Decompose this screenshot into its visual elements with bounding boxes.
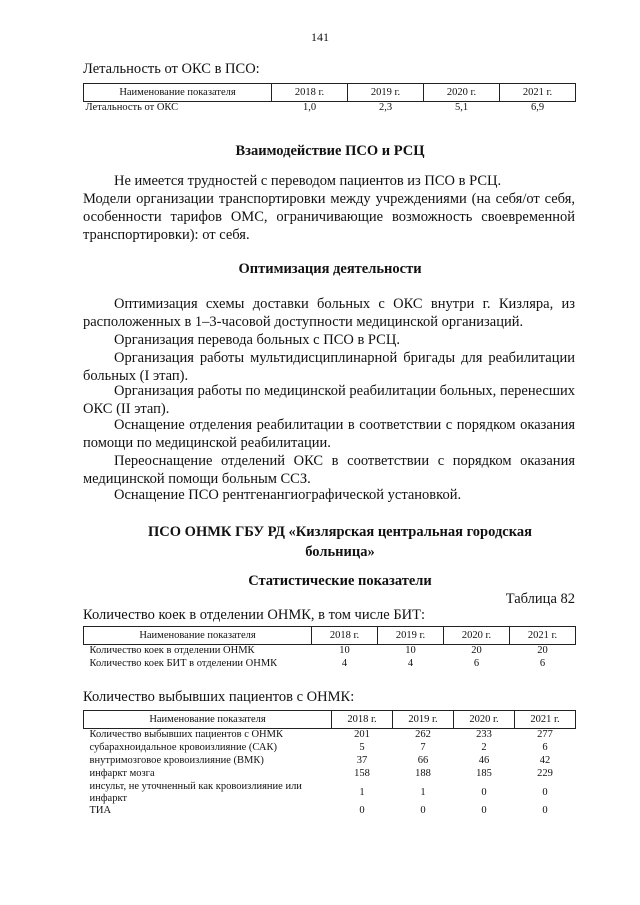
table-header-row (84, 84, 576, 102)
cell-value: 262 (415, 729, 431, 740)
table-row (84, 768, 576, 781)
column-header: 2019 г. (393, 711, 454, 729)
beds-caption: Количество коек в отделении ОНМК, в том числе БИТ: (83, 607, 426, 623)
paragraph: Оснащение ПСО рентгенангиографической установкой. (114, 487, 462, 503)
lethality-table (83, 83, 576, 115)
cell-value: 2 (481, 742, 487, 753)
paragraph: Не имеется трудностей с переводом пациентов из ПСО в РСЦ. (114, 173, 502, 189)
column-header: 2018 г. (272, 84, 348, 102)
cell-value: 7 (420, 742, 426, 753)
cell-value: 37 (356, 755, 368, 766)
column-header: 2021 г. (500, 84, 576, 102)
table-row (84, 805, 576, 818)
row-label: инфаркт мозга (89, 768, 155, 779)
cell-value: 6 (539, 658, 546, 669)
paragraph: Переоснащение отделений ОКС в соответствии с порядком оказания медицинской помощи больным ССЗ. (83, 453, 575, 487)
cell-value: 201 (354, 729, 370, 740)
table-header-row (84, 627, 576, 645)
section-heading-interaction: Взаимодействие ПСО и РСЦ (235, 143, 425, 159)
cell-value: 46 (478, 755, 490, 766)
row-label: инсульт, не уточненный как кровоизлияние или инфаркт (89, 781, 302, 804)
cell-value: 6,9 (530, 102, 545, 113)
column-header: 2020 г. (454, 711, 515, 729)
page-number: 141 (311, 30, 329, 44)
row-label: субарахноидальное кровоизлияние (САК) (89, 742, 277, 753)
row-label: Количество коек в отделении ОНМК (89, 645, 255, 656)
cell-value: 1 (359, 787, 365, 798)
column-header: 2018 г. (332, 711, 393, 729)
cell-value: 0 (542, 787, 548, 798)
cell-value: 20 (471, 645, 482, 656)
subheading-statistics: Статистические показатели (248, 573, 432, 589)
cell-value: 2,3 (378, 102, 393, 113)
paragraph: Модели организации транспортировки между учреждениями (на себя/от себя, особенности тарифов ОМС, ограничивающие возможность своевременной транспортировки): от себя. (83, 191, 575, 243)
cell-value: 229 (537, 768, 553, 779)
column-header: Наименование показателя (84, 627, 312, 645)
cell-value: 66 (417, 755, 429, 766)
cell-value: 4 (341, 658, 348, 669)
column-header: Наименование показателя (84, 84, 272, 102)
table-row (84, 729, 576, 743)
cell-value: 4 (407, 658, 414, 669)
cell-value: 0 (481, 787, 487, 798)
cell-value: 1,0 (302, 102, 317, 113)
paragraph: Организация перевода больных с ПСО в РСЦ. (114, 332, 400, 348)
row-label: внутримозговое кровоизлияние (ВМК) (89, 755, 264, 766)
discharged-table (83, 710, 576, 818)
column-header: 2018 г. (312, 627, 378, 645)
cell-value: 5,1 (454, 102, 469, 113)
table-header-row (84, 711, 576, 729)
cell-value: 188 (415, 768, 431, 779)
cell-value: 10 (405, 645, 416, 656)
cell-value: 10 (339, 645, 350, 656)
paragraph: Организация работы мультидисциплинарной бригады для реабилитации больных (I этап). (83, 350, 575, 384)
row-label: ТИА (89, 805, 112, 816)
column-header: 2020 г. (424, 84, 500, 102)
section-heading-optimization: Оптимизация деятельности (238, 261, 422, 277)
column-header: 2020 г. (444, 627, 510, 645)
paragraph: Организация работы по медицинской реабилитации больных, перенесших ОКС (II этап). (83, 383, 575, 417)
table-number: Таблица 82 (505, 591, 575, 607)
cell-value: 277 (537, 729, 553, 740)
cell-value: 0 (542, 805, 548, 816)
row-label: Количество выбывших пациентов с ОНМК (89, 729, 283, 740)
section-heading-hospital: ПСО ОНМК ГБУ РД «Кизлярская центральная городская больница» (148, 524, 532, 560)
table-row (84, 781, 576, 805)
column-header: 2019 г. (378, 627, 444, 645)
cell-value: 6 (473, 658, 480, 669)
cell-value: 0 (359, 805, 365, 816)
cell-value: 185 (476, 768, 492, 779)
table-row (84, 645, 576, 659)
table-row (84, 742, 576, 755)
table-row (84, 102, 576, 116)
cell-value: 233 (476, 729, 492, 740)
row-label: Летальность от ОКС (85, 102, 179, 113)
cell-value: 1 (420, 787, 426, 798)
cell-value: 158 (354, 768, 370, 779)
beds-table (83, 626, 576, 671)
column-header: 2019 г. (348, 84, 424, 102)
table-row (84, 755, 576, 768)
cell-value: 42 (539, 755, 551, 766)
cell-value: 6 (542, 742, 548, 753)
row-label: Количество коек БИТ в отделении ОНМК (89, 658, 278, 669)
cell-value: 0 (420, 805, 426, 816)
column-header: Наименование показателя (84, 711, 332, 729)
cell-value: 5 (359, 742, 365, 753)
cell-value: 20 (537, 645, 548, 656)
paragraph: Оптимизация схемы доставки больных с ОКС внутри г. Кизляра, из расположенных в 1–3-часовой доступности медицинской организаций. (83, 296, 575, 330)
discharged-caption: Количество выбывших пациентов с ОНМК: (83, 689, 355, 705)
cell-value: 0 (481, 805, 487, 816)
table-row (84, 658, 576, 671)
lethality-caption: Летальность от ОКС в ПСО: (83, 61, 260, 77)
column-header: 2021 г. (515, 711, 576, 729)
column-header: 2021 г. (510, 627, 576, 645)
paragraph: Оснащение отделения реабилитации в соответствии с порядком оказания помощи по медицинской реабилитации. (83, 417, 575, 451)
